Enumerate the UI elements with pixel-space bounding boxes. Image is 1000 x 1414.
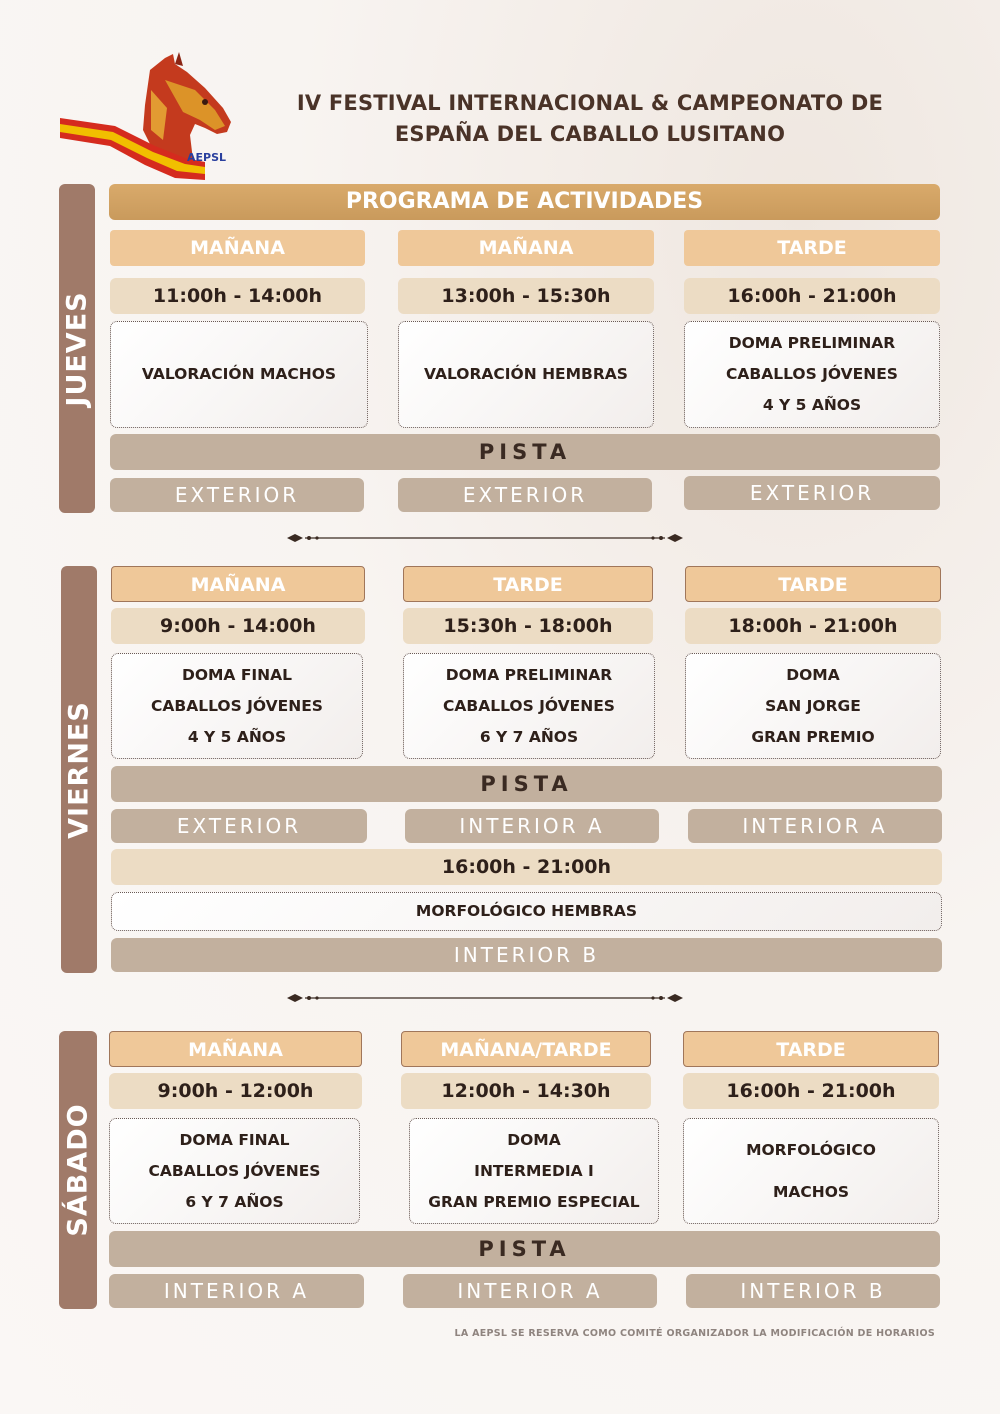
- jueves-activity-3: DOMA PRELIMINAR CABALLOS JÓVENES 4 Y 5 AÑOS: [684, 321, 940, 428]
- viernes-activity-3: DOMA SAN JORGE GRAN PREMIO: [685, 653, 941, 759]
- sabado-time-1: 9:00h - 12:00h: [109, 1073, 362, 1109]
- page-title: [250, 88, 930, 150]
- day-label-viernes: VIERNES: [63, 700, 95, 839]
- logo-text: AEPSL: [187, 151, 227, 164]
- jueves-slot-1: MAÑANA: [110, 230, 365, 266]
- viernes-activity-2: DOMA PRELIMINAR CABALLOS JÓVENES 6 Y 7 AÑOS: [403, 653, 655, 759]
- viernes-time-1: 9:00h - 14:00h: [111, 608, 365, 644]
- jueves-activity-1: VALORACIÓN MACHOS: [110, 321, 368, 428]
- section-divider: [285, 991, 685, 1003]
- footnote: LA AEPSL SE RESERVA COMO COMITÉ ORGANIZADOR LA MODIFICACIÓN DE HORARIOS: [454, 1328, 935, 1339]
- aepsl-logo: [55, 50, 245, 185]
- viernes-venue-3: INTERIOR A: [688, 809, 942, 843]
- section-divider: [285, 531, 685, 543]
- viernes-extra-time: 16:00h - 21:00h: [111, 849, 942, 885]
- sabado-pista: PISTA: [109, 1231, 940, 1267]
- program-title: PROGRAMA DE ACTIVIDADES: [109, 184, 940, 220]
- sabado-time-3: 16:00h - 21:00h: [683, 1073, 939, 1109]
- viernes-slot-1: MAÑANA: [111, 566, 365, 602]
- day-label-jueves: JUEVES: [61, 290, 93, 407]
- jueves-slot-3: TARDE: [684, 230, 940, 266]
- sabado-slot-1: MAÑANA: [109, 1031, 362, 1067]
- sabado-slot-3: TARDE: [683, 1031, 939, 1067]
- viernes-time-3: 18:00h - 21:00h: [685, 608, 941, 644]
- viernes-pista: PISTA: [111, 766, 942, 802]
- jueves-pista: PISTA: [110, 434, 940, 470]
- jueves-time-1: 11:00h - 14:00h: [110, 278, 365, 314]
- jueves-time-3: 16:00h - 21:00h: [684, 278, 940, 314]
- sabado-slot-2: MAÑANA/TARDE: [401, 1031, 651, 1067]
- viernes-slot-3: TARDE: [685, 566, 941, 602]
- sabado-venue-2: INTERIOR A: [403, 1274, 657, 1308]
- jueves-activity-2: VALORACIÓN HEMBRAS: [398, 321, 654, 428]
- day-bar-jueves: [59, 184, 95, 513]
- viernes-slot-2: TARDE: [403, 566, 653, 602]
- viernes-venue-1: EXTERIOR: [111, 809, 367, 843]
- jueves-venue-3: EXTERIOR: [684, 476, 940, 510]
- viernes-venue-2: INTERIOR A: [405, 809, 659, 843]
- sabado-venue-1: INTERIOR A: [109, 1274, 364, 1308]
- sabado-activity-1: DOMA FINAL CABALLOS JÓVENES 6 Y 7 AÑOS: [109, 1118, 360, 1224]
- sabado-time-2: 12:00h - 14:30h: [401, 1073, 651, 1109]
- title-line-1: IV FESTIVAL INTERNACIONAL & CAMPEONATO DE: [296, 91, 884, 115]
- jueves-time-2: 13:00h - 15:30h: [398, 278, 654, 314]
- title-line-2: ESPAÑA DEL CABALLO LUSITANO: [394, 122, 786, 146]
- sabado-activity-3: MORFOLÓGICO MACHOS: [683, 1118, 939, 1224]
- sabado-activity-2: DOMA INTERMEDIA I GRAN PREMIO ESPECIAL: [409, 1118, 659, 1224]
- jueves-venue-2: EXTERIOR: [398, 478, 652, 512]
- day-bar-sabado: [59, 1031, 97, 1309]
- jueves-slot-2: MAÑANA: [398, 230, 654, 266]
- viernes-extra-activity: MORFOLÓGICO HEMBRAS: [111, 892, 942, 931]
- day-bar-viernes: [61, 566, 97, 973]
- viernes-extra-venue: INTERIOR B: [111, 938, 942, 972]
- day-label-sabado: SÁBADO: [62, 1103, 94, 1237]
- viernes-activity-1: DOMA FINAL CABALLOS JÓVENES 4 Y 5 AÑOS: [111, 653, 363, 759]
- sabado-venue-3: INTERIOR B: [686, 1274, 940, 1308]
- viernes-time-2: 15:30h - 18:00h: [403, 608, 653, 644]
- jueves-venue-1: EXTERIOR: [110, 478, 364, 512]
